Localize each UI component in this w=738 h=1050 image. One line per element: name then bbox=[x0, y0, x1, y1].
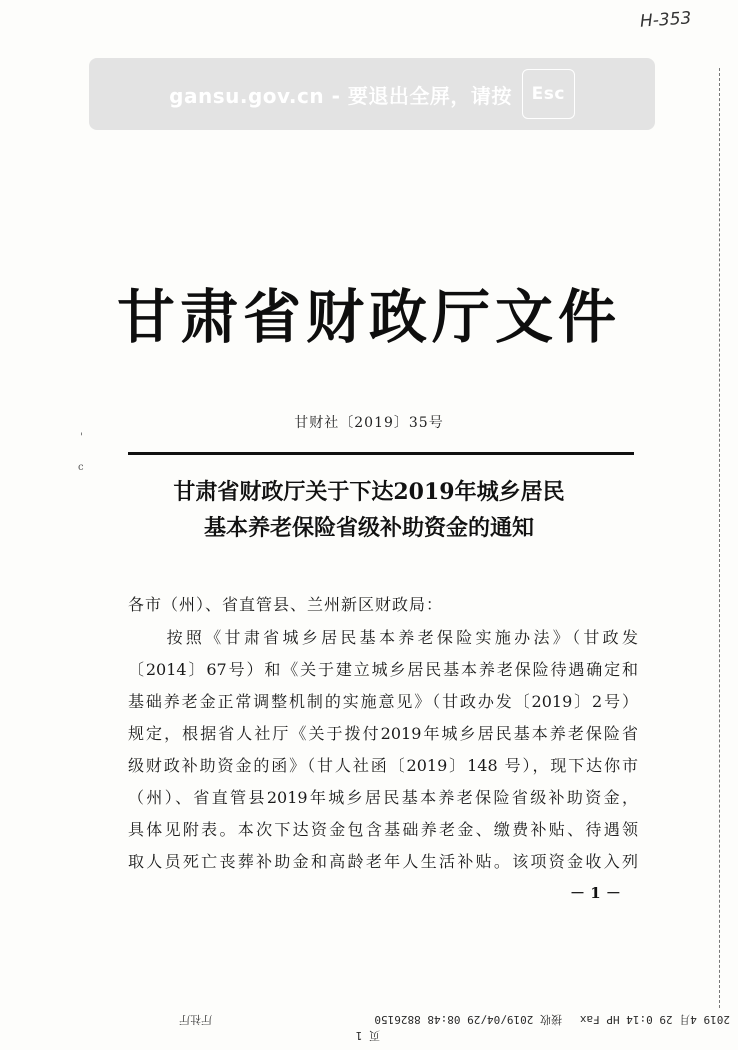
header-divider bbox=[128, 452, 634, 455]
scan-speck: ' bbox=[80, 432, 83, 443]
fax-page: 页 1 bbox=[355, 1029, 380, 1042]
esc-key-button[interactable]: Esc bbox=[522, 69, 575, 119]
scan-speck: c bbox=[78, 462, 84, 473]
body-line: 基础养老金正常调整机制的实施意见》（甘政办发〔2019〕2号） bbox=[128, 692, 638, 711]
salutation: 各市（州）、省直管县、兰州新区财政局： bbox=[128, 595, 444, 614]
fullscreen-exit-banner bbox=[89, 58, 655, 130]
page-number: － 1 － bbox=[570, 884, 621, 902]
document-header: 甘肃省财政厅文件 bbox=[116, 283, 621, 351]
body-line: 〔2014〕67号）和《关于建立城乡居民基本养老保险待遇确定和 bbox=[128, 660, 638, 679]
fax-received-line: 接收 2019/04/29 08:48 8826150 bbox=[374, 1013, 562, 1026]
fax-footer bbox=[110, 1012, 730, 1046]
body-line: 规定，根据省人社厅《关于拨付2019年城乡居民基本养老保险省 bbox=[128, 724, 638, 743]
document-number: 甘财社〔2019〕35号 bbox=[294, 415, 444, 431]
body-line: （州）、省直管县2019年城乡居民基本养老保险省级补助资金， bbox=[128, 788, 638, 807]
document-body bbox=[128, 622, 638, 878]
fax-timestamp: 2019 4月 29 0:14 HP Fax bbox=[579, 1013, 730, 1026]
body-line: 级财政补助资金的函》（甘人社函〔2019〕148 号），现下达你市 bbox=[128, 756, 638, 775]
handwritten-annotation: H-353 bbox=[639, 8, 693, 32]
document-title bbox=[0, 474, 738, 546]
fax-sender: 厅社厅 bbox=[179, 1013, 212, 1026]
body-line: 取人员死亡丧葬补助金和高龄老年人生活补贴。该项资金收入列 bbox=[128, 852, 638, 871]
body-line: 按照《甘肃省城乡居民基本养老保险实施办法》（甘政发 bbox=[128, 628, 638, 647]
fullscreen-banner-text: gansu.gov.cn - 要退出全屏，请按 bbox=[169, 83, 512, 108]
title-line: 基本养老保险省级补助资金的通知 bbox=[203, 515, 534, 541]
body-line: 具体见附表。本次下达资金包含基础养老金、缴费补贴、待遇领 bbox=[128, 820, 638, 839]
title-line: 甘肃省财政厅关于下达2019年城乡居民 bbox=[173, 479, 565, 505]
